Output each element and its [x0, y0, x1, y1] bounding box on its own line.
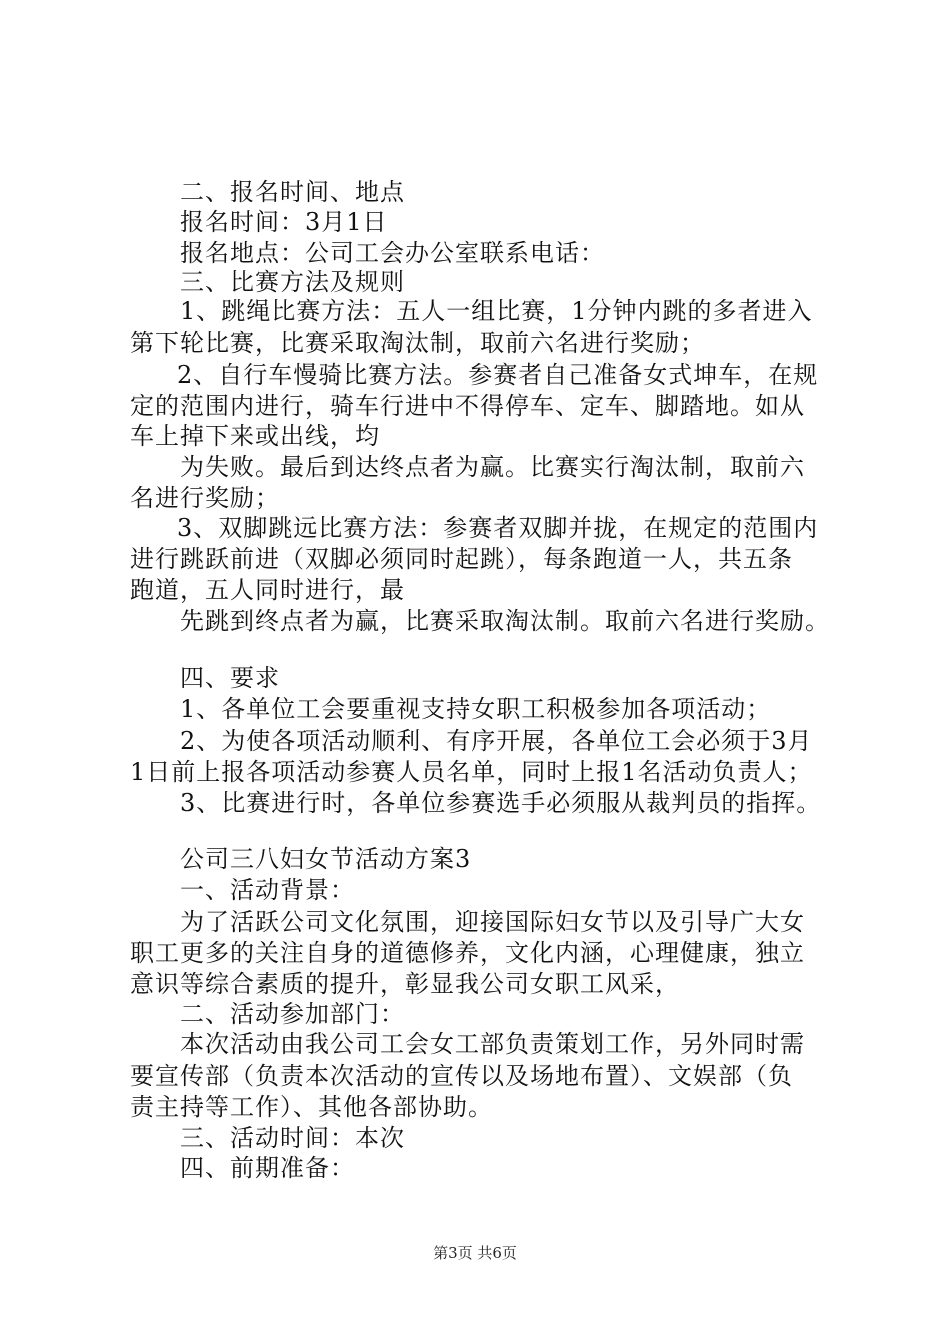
text-line: 要宣传部（负责本次活动的宣传以及场地布置）、文娱部（负	[130, 1062, 793, 1090]
text-line: 1、各单位工会要重视支持女职工积极参加各项活动；	[180, 695, 772, 723]
text-line: 车上掉下来或出线，均	[130, 422, 380, 450]
text-line: 职工更多的关注自身的道德修养，文化内涵，心理健康，独立	[130, 939, 805, 967]
text-line: 四、前期准备：	[180, 1154, 355, 1182]
text-line: 1日前上报各项活动参赛人员名单，同时上报1名活动负责人；	[130, 758, 813, 786]
text-line: 二、报名时间、地点	[180, 178, 405, 206]
text-line: 为失败。最后到达终点者为赢。比赛实行淘汰制，取前六	[180, 453, 805, 481]
text-line: 四、要求	[180, 664, 280, 692]
text-line: 进行跳跃前进（双脚必须同时起跳），每条跑道一人，共五条	[130, 545, 793, 573]
text-line: 公司三八妇女节活动方案3	[180, 845, 472, 873]
text-line: 三、活动时间：本次	[180, 1124, 405, 1152]
text-line: 3、比赛进行时，各单位参赛选手必须服从裁判员的指挥。	[180, 789, 822, 817]
text-line: 先跳到终点者为赢，比赛采取淘汰制。取前六名进行奖励。	[180, 607, 830, 635]
text-line: 跑道，五人同时进行，最	[130, 576, 405, 604]
text-line: 2、自行车慢骑比赛方法。参赛者自己准备女式坤车，在规	[177, 361, 819, 389]
text-line: 一、活动背景：	[180, 876, 355, 904]
text-line: 名进行奖励；	[130, 484, 280, 512]
text-line: 意识等综合素质的提升，彰显我公司女职工风采，	[130, 970, 680, 998]
text-line: 责主持等工作）、其他各部协助。	[130, 1093, 493, 1121]
text-line: 报名时间：3月1日	[180, 208, 388, 236]
text-line: 1、跳绳比赛方法：五人一组比赛，1分钟内跳的多者进入	[180, 297, 813, 325]
text-line: 报名地点：公司工会办公室联系电话：	[180, 239, 605, 267]
text-line: 定的范围内进行，骑车行进中不得停车、定车、脚踏地。如从	[130, 392, 805, 420]
text-line: 为了活跃公司文化氛围，迎接国际妇女节以及引导广大女	[180, 908, 805, 936]
page-number: 第3页 共6页	[433, 1244, 517, 1262]
text-line: 3、双脚跳远比赛方法：参赛者双脚并拢，在规定的范围内	[177, 514, 819, 542]
text-line: 本次活动由我公司工会女工部负责策划工作，另外同时需	[180, 1030, 805, 1058]
text-line: 二、活动参加部门：	[180, 1000, 405, 1028]
text-line: 第下轮比赛，比赛采取淘汰制，取前六名进行奖励；	[130, 329, 705, 357]
text-line: 2、为使各项活动顺利、有序开展，各单位工会必须于3月	[180, 727, 813, 755]
text-line: 三、比赛方法及规则	[180, 268, 405, 296]
